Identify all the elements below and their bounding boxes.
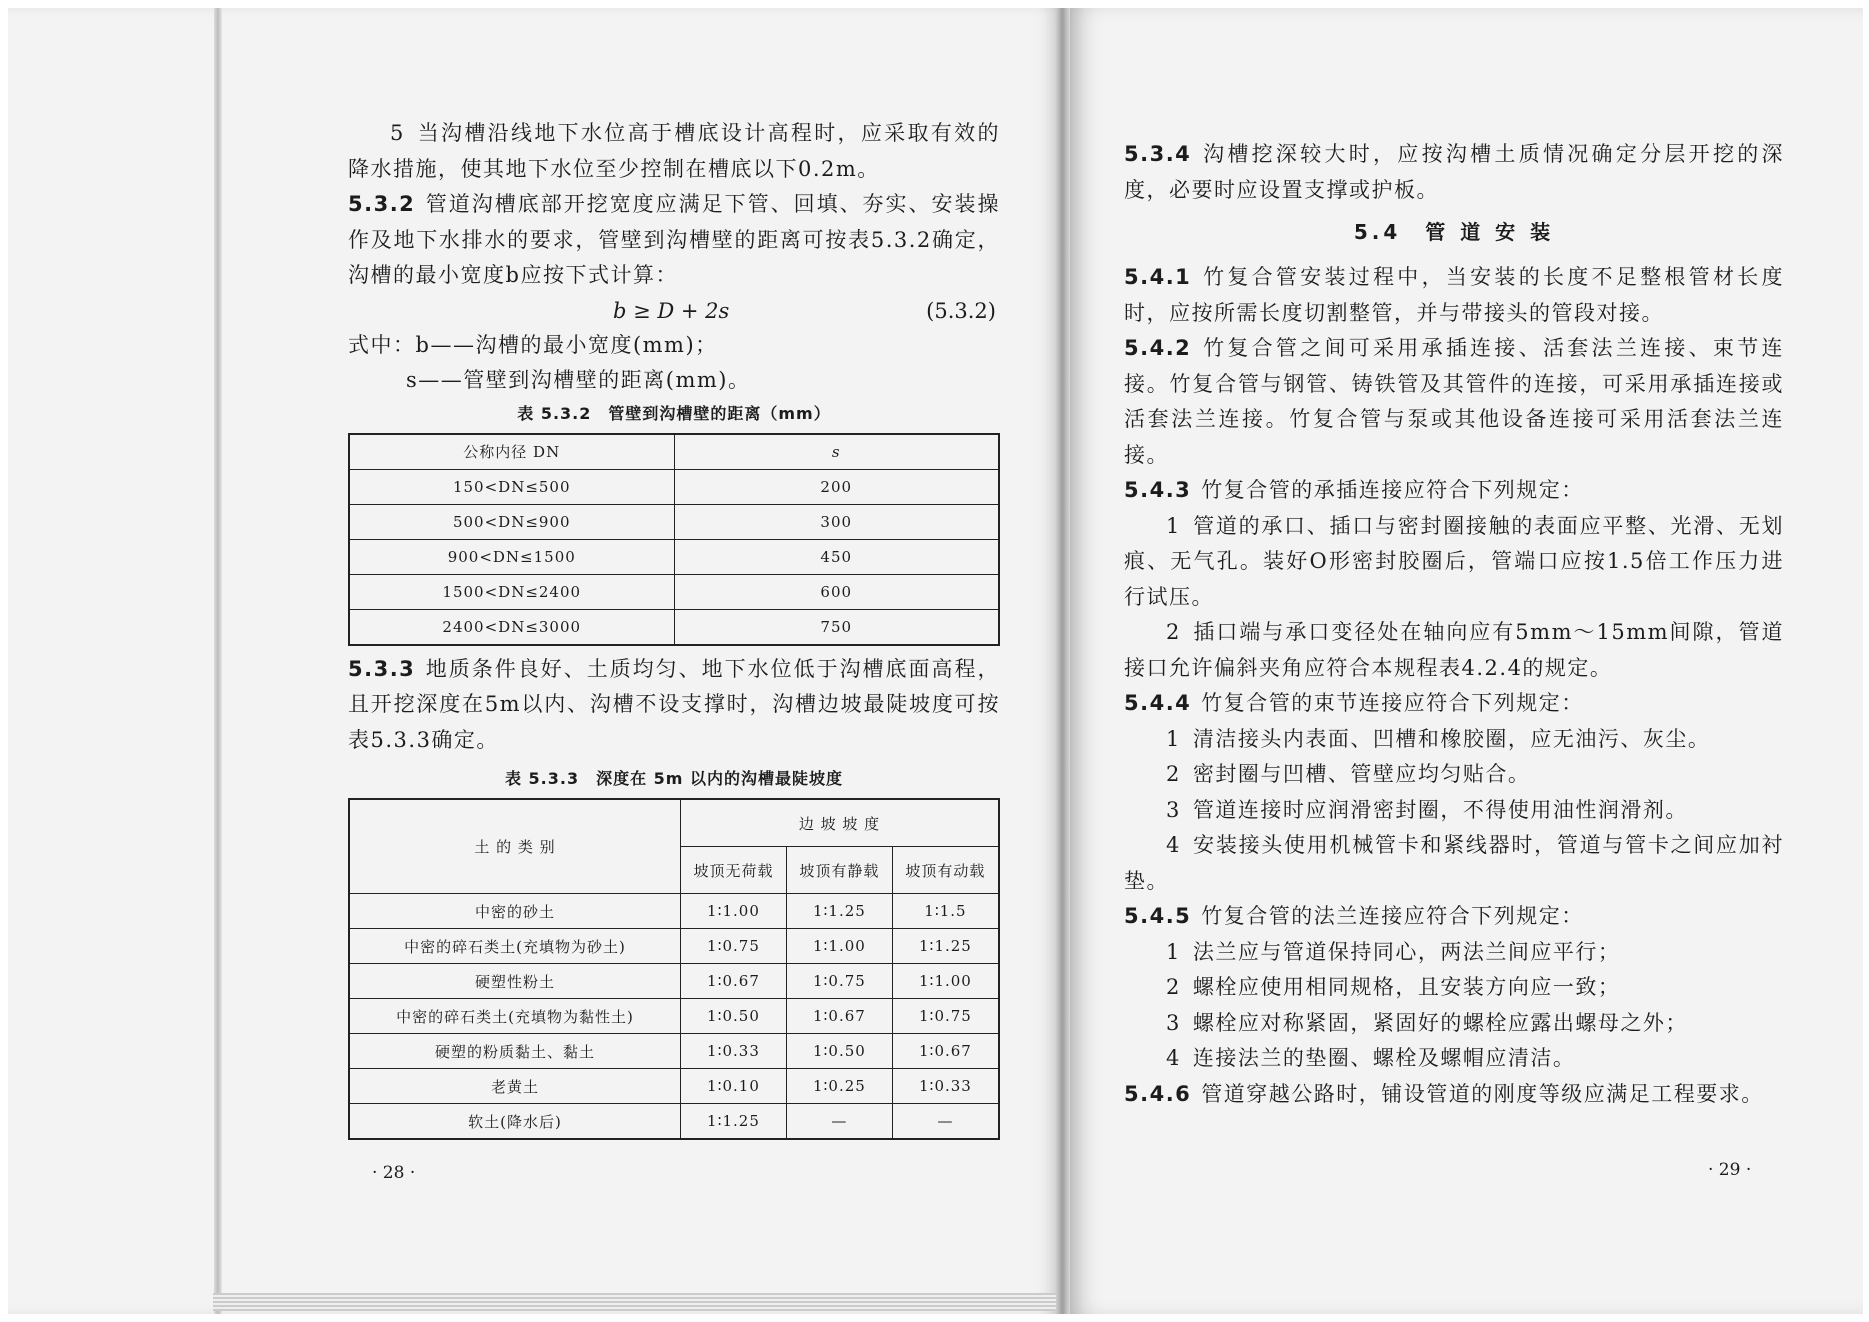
table-row bbox=[349, 539, 999, 574]
table-cell: 500<DN≤900 bbox=[349, 504, 674, 539]
table-cell: 1∶0.67 bbox=[892, 1034, 999, 1069]
clause-5-4-3-item-1: 1 管道的承口、插口与密封圈接触的表面应平整、光滑、无划痕、无气孔。装好O形密封胶圈后，管端口应按1.5倍工作压力进行试压。 bbox=[1124, 513, 1784, 609]
formula-number: (5.3.2) bbox=[926, 298, 996, 323]
table-row bbox=[349, 1034, 999, 1069]
table-cell: 1∶1.25 bbox=[786, 894, 892, 929]
clause-5-3-4: 5.3.4 沟槽挖深较大时，应按沟槽土质情况确定分层开挖的深度，必要时应设置支撑或护板。 bbox=[1124, 142, 1784, 202]
table-cell: 1∶0.50 bbox=[786, 1034, 892, 1069]
clause-5-4-5-item-4: 4 连接法兰的垫圈、螺栓及螺帽应清洁。 bbox=[1166, 1046, 1576, 1070]
section-title-5-4: 5.4 管 道 安 装 bbox=[1353, 220, 1555, 244]
clause-5-4-3-item-2: 2 插口端与承口变径处在轴向应有5mm～15mm间隙，管道接口允许偏斜夹角应符合本规程表4.2.4的规定。 bbox=[1124, 620, 1784, 680]
page-number-left: · 28 · bbox=[372, 1163, 416, 1183]
clause-5-4-5-item-2: 2 螺栓应使用相同规格，且安装方向应一致； bbox=[1166, 975, 1621, 999]
table-header-soil: 土 的 类 别 bbox=[349, 799, 681, 894]
clause-5-3-2: 5.3.2 管道沟槽底部开挖宽度应满足下管、回填、夯实、安装操作及地下水排水的要求，管壁到沟槽壁的距离可按表5.3.2确定，沟槽的最小宽度b应按下式计算： bbox=[348, 192, 1000, 287]
formula-5-3-2 bbox=[348, 294, 1000, 328]
table-header-s: s bbox=[674, 434, 999, 470]
table-cell: 1∶1.00 bbox=[892, 964, 999, 999]
where-b: 式中：b——沟槽的最小宽度(mm)； bbox=[348, 332, 718, 357]
clause-5-4-5: 5.4.5 竹复合管的法兰连接应符合下列规定： bbox=[1124, 904, 1584, 928]
table-cell: 硬塑的粉质黏土、黏土 bbox=[349, 1034, 681, 1069]
table-cell: 1500<DN≤2400 bbox=[349, 574, 674, 609]
clause-5-4-6: 5.4.6 管道穿越公路时，铺设管道的刚度等级应满足工程要求。 bbox=[1124, 1081, 1764, 1106]
table-cell: 2400<DN≤3000 bbox=[349, 609, 674, 645]
table-header-dn: 公称内径 DN bbox=[349, 434, 674, 470]
table-header-slope: 边 坡 坡 度 bbox=[681, 799, 1000, 847]
table-cell: 1∶0.10 bbox=[681, 1069, 787, 1104]
table-subheader: 坡顶有静载 bbox=[786, 847, 892, 894]
table-5-3-3 bbox=[348, 798, 1000, 1140]
table-cell: 1∶0.33 bbox=[681, 1034, 787, 1069]
table-cell: 1∶1.25 bbox=[892, 929, 999, 964]
table-5-3-3-caption: 表 5.3.3 深度在 5m 以内的沟槽最陡坡度 bbox=[504, 769, 844, 788]
page-stack-bottom bbox=[213, 1293, 1063, 1311]
table-subheader: 坡顶无荷载 bbox=[681, 847, 787, 894]
page-stack-edge bbox=[214, 8, 222, 1314]
clause-5-4-1: 5.4.1 竹复合管安装过程中，当安装的长度不足整根管材长度时，应按所需长度切割整管，并与带接头的管段对接。 bbox=[1124, 265, 1784, 325]
table-cell: 中密的砂土 bbox=[349, 894, 681, 929]
table-5-3-2-caption: 表 5.3.2 管壁到沟槽壁的距离（mm） bbox=[517, 403, 831, 423]
table-cell: 硬塑性粉土 bbox=[349, 964, 681, 999]
table-row bbox=[349, 574, 999, 609]
where-s: s——管壁到沟槽壁的距离(mm)。 bbox=[406, 368, 751, 392]
table-row bbox=[349, 504, 999, 539]
formula-expression: b ≥ D + 2s bbox=[613, 298, 730, 323]
clause-5-4-4-item-1: 1 清洁接头内表面、凹槽和橡胶圈，应无油污、灰尘。 bbox=[1166, 726, 1711, 751]
table-cell: 200 bbox=[674, 469, 999, 504]
table-cell: 450 bbox=[674, 539, 999, 574]
book-spine bbox=[1056, 8, 1070, 1314]
table-cell: 软土(降水后) bbox=[349, 1104, 681, 1140]
table-cell: — bbox=[892, 1104, 999, 1140]
table-cell: 900<DN≤1500 bbox=[349, 539, 674, 574]
table-row bbox=[349, 999, 999, 1034]
table-cell: 老黄土 bbox=[349, 1069, 681, 1104]
table-cell: 1∶1.25 bbox=[681, 1104, 787, 1140]
table-cell: 600 bbox=[674, 574, 999, 609]
clause-5-4-4-item-3: 3 管道连接时应润滑密封圈，不得使用油性润滑剂。 bbox=[1166, 797, 1688, 822]
table-cell: 150<DN≤500 bbox=[349, 469, 674, 504]
table-cell: 1∶0.67 bbox=[681, 964, 787, 999]
table-cell: 1∶0.75 bbox=[681, 929, 787, 964]
table-cell: 中密的碎石类土(充填物为砂土) bbox=[349, 929, 681, 964]
table-cell: 1∶0.33 bbox=[892, 1069, 999, 1104]
table-cell: 1∶0.67 bbox=[786, 999, 892, 1034]
table-row bbox=[349, 1104, 999, 1140]
table-row bbox=[349, 894, 999, 929]
table-cell: 1∶0.50 bbox=[681, 999, 787, 1034]
table-cell: 1∶1.00 bbox=[786, 929, 892, 964]
clause-5-4-3: 5.4.3 竹复合管的承插连接应符合下列规定： bbox=[1124, 478, 1584, 502]
table-row bbox=[349, 469, 999, 504]
table-cell: 1∶0.75 bbox=[786, 964, 892, 999]
page-number-right: · 29 · bbox=[1708, 1160, 1752, 1180]
clause-5-4-4-item-2: 2 密封圈与凹槽、管壁应均匀贴合。 bbox=[1166, 762, 1531, 786]
table-row bbox=[349, 1069, 999, 1104]
clause-5-4-5-item-3: 3 螺栓应对称紧固，紧固好的螺栓应露出螺母之外； bbox=[1166, 1010, 1688, 1035]
table-cell: 300 bbox=[674, 504, 999, 539]
clause-5-4-4: 5.4.4 竹复合管的束节连接应符合下列规定： bbox=[1124, 691, 1584, 715]
table-row bbox=[349, 929, 999, 964]
table-cell: 1∶1.00 bbox=[681, 894, 787, 929]
table-5-3-2 bbox=[348, 433, 1000, 646]
table-header-row bbox=[349, 434, 999, 470]
table-cell: — bbox=[786, 1104, 892, 1140]
table-cell: 1∶1.5 bbox=[892, 894, 999, 929]
clause-5-4-2: 5.4.2 竹复合管之间可采用承插连接、活套法兰连接、束节连接。竹复合管与钢管、铸铁管及其管件的连接，可采用承插连接或活套法兰连接。竹复合管与泵或其他设备连接可采用活套法兰连接。 bbox=[1124, 336, 1784, 467]
left-page-content bbox=[348, 116, 1000, 1140]
clause-5-3-3: 5.3.3 地质条件良好、土质均匀、地下水位低于沟槽底面高程，且开挖深度在5m以内、沟槽不设支撑时，沟槽边坡最陡坡度可按表5.3.3确定。 bbox=[348, 656, 1000, 752]
right-page-content bbox=[1124, 137, 1784, 1112]
table-header-row bbox=[349, 799, 999, 847]
clause-5-4-4-item-4: 4 安装接头使用机械管卡和紧线器时，管道与管卡之间应加衬垫。 bbox=[1124, 833, 1784, 893]
table-row bbox=[349, 964, 999, 999]
table-cell: 1∶0.75 bbox=[892, 999, 999, 1034]
table-cell: 1∶0.25 bbox=[786, 1069, 892, 1104]
table-cell: 中密的碎石类土(充填物为黏性土) bbox=[349, 999, 681, 1034]
table-cell: 750 bbox=[674, 609, 999, 645]
table-row bbox=[349, 609, 999, 645]
clause-5-4-5-item-1: 1 法兰应与管道保持同心，两法兰间应平行； bbox=[1166, 939, 1621, 964]
table-subheader: 坡顶有动载 bbox=[892, 847, 999, 894]
item-5: 5 当沟槽沿线地下水位高于槽底设计高程时，应采取有效的降水措施，使其地下水位至少控制在槽底以下0.2m。 bbox=[348, 121, 1000, 181]
